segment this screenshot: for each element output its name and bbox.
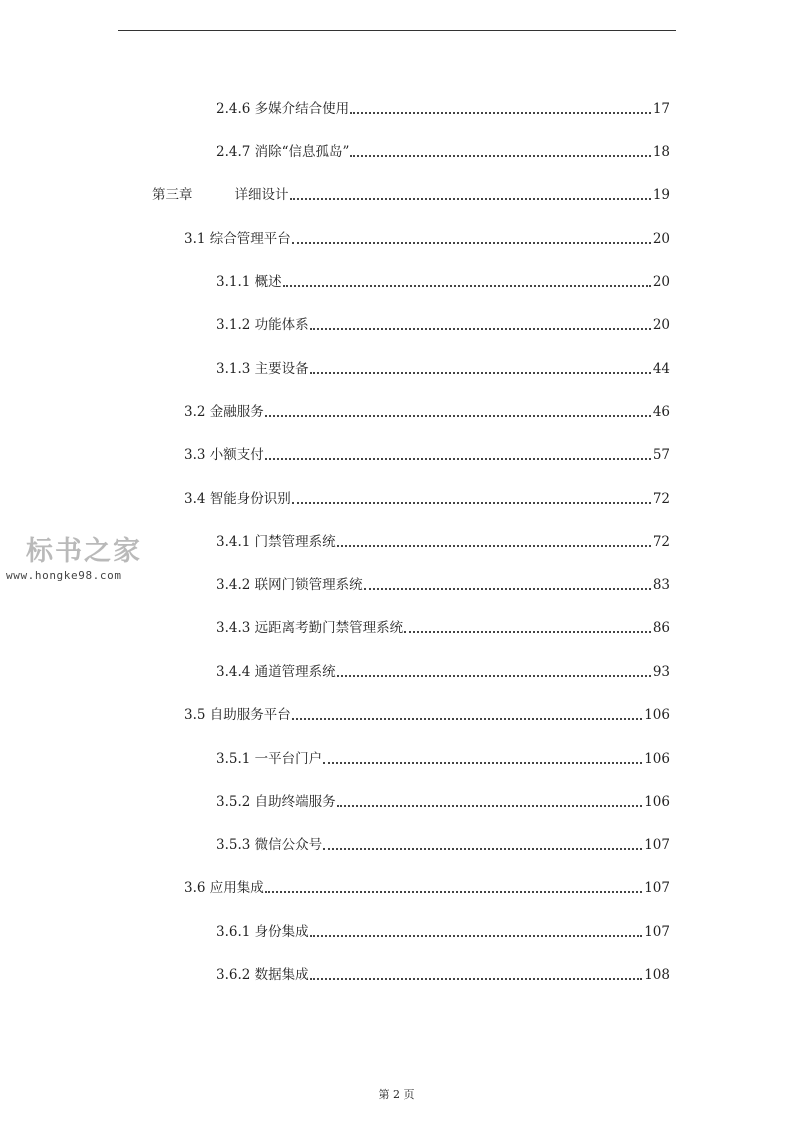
dot-leader xyxy=(265,458,651,460)
toc-page-number: 108 xyxy=(644,967,670,983)
toc-page-number: 44 xyxy=(652,361,670,377)
watermark-title: 标书之家 xyxy=(26,536,142,567)
toc-page-number: 72 xyxy=(652,534,670,550)
toc-entry-title: 2.4.6 多媒介结合使用 xyxy=(216,101,350,117)
toc-entry-3-5-2[interactable] xyxy=(216,792,670,812)
toc-entry-3-1-3[interactable] xyxy=(216,359,670,379)
toc-page-number: 107 xyxy=(644,880,670,896)
toc-page-number: 18 xyxy=(652,144,670,160)
toc-entry-3-6-2[interactable] xyxy=(216,965,670,985)
toc-entry-3-3[interactable] xyxy=(184,445,670,465)
dot-leader xyxy=(265,891,642,893)
dot-leader xyxy=(350,112,651,114)
toc-entry-title: 3.1 综合管理平台 xyxy=(184,231,291,247)
toc-entry-3-1-1[interactable] xyxy=(216,272,670,292)
toc-entry-title: 3.4.2 联网门锁管理系统 xyxy=(216,577,363,593)
dot-leader xyxy=(310,372,651,374)
toc-entry-title: 3.4.1 门禁管理系统 xyxy=(216,534,336,550)
toc-entry-3-1-2[interactable] xyxy=(216,315,670,335)
dot-leader xyxy=(290,198,651,200)
toc-page-number: 19 xyxy=(652,187,670,203)
page-footer: 第 2 页 xyxy=(378,1088,415,1101)
dot-leader xyxy=(350,155,650,157)
dot-leader xyxy=(310,978,643,980)
toc-entry-3-4-2[interactable] xyxy=(216,575,670,595)
toc-entry-title: 详细设计 xyxy=(234,187,289,203)
toc-entry-3-5-3[interactable] xyxy=(216,835,670,855)
toc-page-number: 93 xyxy=(652,664,670,680)
toc-entry-title: 3.5.3 微信公众号 xyxy=(216,837,323,853)
toc-page-number: 46 xyxy=(652,404,670,420)
toc-entry-3-2[interactable] xyxy=(184,402,670,422)
dot-leader xyxy=(292,502,651,504)
toc-entry-title: 3.2 金融服务 xyxy=(184,404,264,420)
watermark-url: www.hongke98.com xyxy=(6,569,122,582)
toc-page-number: 86 xyxy=(652,620,670,636)
dot-leader xyxy=(310,935,643,937)
dot-leader xyxy=(310,328,651,330)
toc-entry-title: 3.5.1 一平台门户 xyxy=(216,751,323,767)
toc-chapter-number: 第三章 xyxy=(152,187,193,203)
dot-leader xyxy=(404,631,651,633)
toc-entry-3-6-1[interactable] xyxy=(216,922,670,942)
toc-page-number: 72 xyxy=(652,491,670,507)
toc-page-number: 20 xyxy=(652,317,670,333)
toc-entry-3-4-1[interactable] xyxy=(216,532,670,552)
toc-entry-3-1[interactable] xyxy=(184,229,670,249)
toc-entry-title: 3.1.1 概述 xyxy=(216,274,282,290)
dot-leader xyxy=(337,545,651,547)
toc-page-number: 106 xyxy=(644,707,670,723)
dot-leader xyxy=(323,848,642,850)
dot-leader xyxy=(364,588,651,590)
toc-entry-title: 3.6 应用集成 xyxy=(184,880,264,896)
toc-entry-title: 3.4 智能身份识别 xyxy=(184,491,291,507)
toc-page-number: 107 xyxy=(644,924,670,940)
toc-entry-3-4-4[interactable] xyxy=(216,662,670,682)
toc-entry-title: 3.6.1 身份集成 xyxy=(216,924,309,940)
dot-leader xyxy=(323,762,642,764)
toc-entry-title: 3.4.4 通道管理系统 xyxy=(216,664,336,680)
toc-entry-title: 3.6.2 数据集成 xyxy=(216,967,309,983)
watermark-logo xyxy=(6,536,156,582)
toc-entry-title: 3.4.3 远距离考勤门禁管理系统 xyxy=(216,620,404,636)
dot-leader xyxy=(337,805,643,807)
toc-entry-title: 3.5 自助服务平台 xyxy=(184,707,291,723)
dot-leader xyxy=(265,415,651,417)
toc-entry-title: 3.3 小额支付 xyxy=(184,447,264,463)
dot-leader xyxy=(292,718,642,720)
toc-entry-3-4-3[interactable] xyxy=(216,618,670,638)
toc-entry-title: 2.4.7 消除“信息孤岛” xyxy=(216,144,350,160)
toc-entry-3-5-1[interactable] xyxy=(216,749,670,769)
toc-entry-title: 3.1.3 主要设备 xyxy=(216,361,309,377)
toc-page-number: 17 xyxy=(652,101,670,117)
toc-entry-2-4-7[interactable] xyxy=(216,142,670,162)
toc-entry-3-4[interactable] xyxy=(184,489,670,509)
toc-entry-2-4-6[interactable] xyxy=(216,99,670,119)
toc-page-number: 107 xyxy=(644,837,670,853)
toc-entry-chapter-3[interactable] xyxy=(152,185,670,205)
toc-entry-title: 3.1.2 功能体系 xyxy=(216,317,309,333)
toc-page-number: 106 xyxy=(644,794,670,810)
toc-entry-3-6[interactable] xyxy=(184,878,670,898)
toc-page-number: 106 xyxy=(644,751,670,767)
toc-entry-3-5[interactable] xyxy=(184,705,670,725)
toc-page-number: 83 xyxy=(652,577,670,593)
dot-leader xyxy=(337,675,651,677)
toc-page-number: 20 xyxy=(652,231,670,247)
dot-leader xyxy=(283,285,651,287)
toc-page-number: 57 xyxy=(652,447,670,463)
dot-leader xyxy=(292,242,651,244)
toc-entry-title: 3.5.2 自助终端服务 xyxy=(216,794,336,810)
toc-page-number: 20 xyxy=(652,274,670,290)
